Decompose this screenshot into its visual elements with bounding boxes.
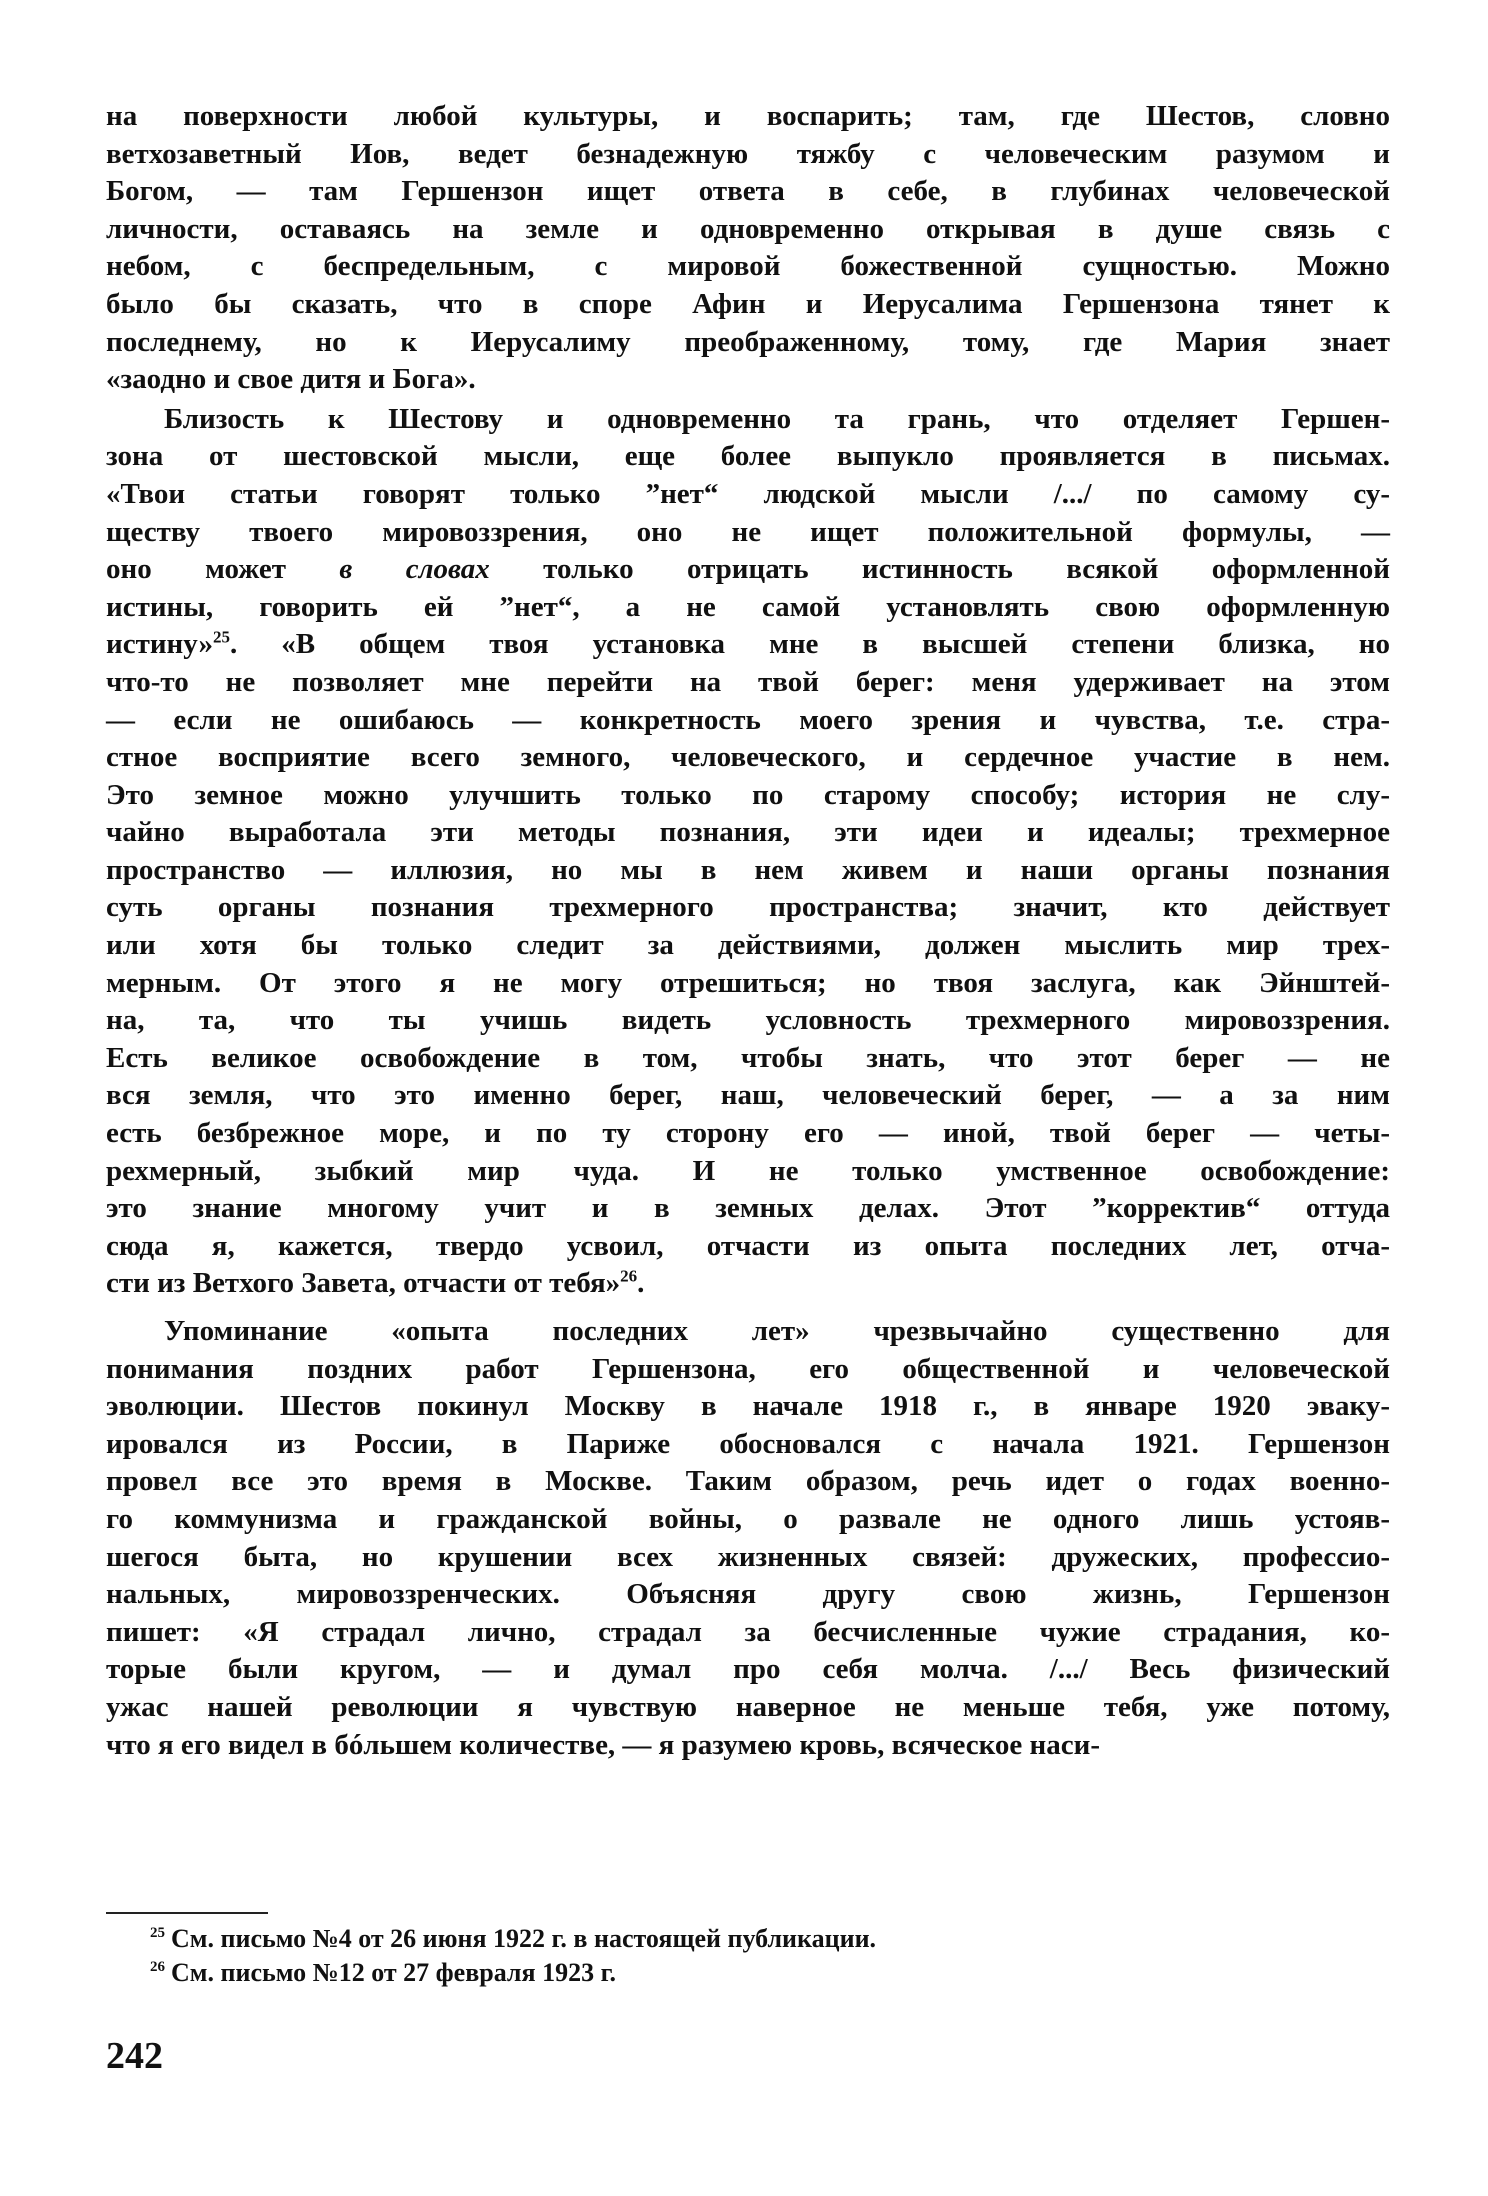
text-line: пространство — иллюзия, но мы в нем живем и наши органы познания — [106, 853, 1390, 886]
text-line: го коммунизма и гражданской войны, о развале не одного лишь устояв- — [106, 1502, 1390, 1535]
text-line: оно может в словах только отрицать истинность всякой оформленной — [106, 553, 1390, 586]
footnote-ref: 26 — [620, 1266, 638, 1286]
footnote-text: См. письмо №12 от 27 февраля 1923 г. — [171, 1958, 616, 1987]
text-line: сюда я, кажется, твердо усвоил, отчасти из опыта последних лет, отча- — [106, 1229, 1390, 1262]
text-line: зона от шестовской мысли, еще более выпукло проявляется в письмах. — [106, 440, 1390, 473]
text-line: на поверхности любой культуры, и воспарить; там, где Шестов, словно — [106, 100, 1390, 132]
text-line: Есть великое освобождение в том, чтобы знать, что этот берег — не — [106, 1041, 1390, 1074]
text-line: ировался из России, в Париже обосновался с начала 1921. Гершензон — [106, 1427, 1390, 1460]
text-line: стное восприятие всего земного, человеческого, и сердечное участие в нем. — [106, 741, 1390, 774]
text-line: шегося быта, но крушении всех жизненных связей: дружеских, профессио- — [106, 1540, 1390, 1573]
footnote-mark: 26 — [150, 1959, 165, 1976]
text-line: мерным. От этого я не могу отрешиться; но твоя заслуга, как Эйнштей- — [106, 966, 1390, 999]
footnotes — [150, 1922, 1250, 1990]
text-line: эволюции. Шестов покинул Москву в начале 1918 г., в январе 1920 эваку- — [106, 1390, 1390, 1423]
text-line: личности, оставаясь на земле и одновременно открывая в душе связь с — [106, 212, 1390, 245]
text-line: сти из Ветхого Завета, отчасти от тебя»$^{26}$. — [106, 1266, 645, 1300]
text-line: или хотя бы только следит за действиями, должен мыслить мир трех- — [106, 929, 1390, 962]
footnote-mark: 25 — [150, 1925, 165, 1942]
text-line: Богом, — там Гершензон ищет ответа в себе, в глубинах человеческой — [106, 175, 1390, 208]
text-line: «заодно и свое дитя и Бога». — [106, 363, 476, 396]
footnote-text: См. письмо №4 от 26 июня 1922 г. в настоящей публикации. — [171, 1924, 877, 1953]
text-line: было бы сказать, что в споре Афин и Иерусалима Гершензона тянет к — [106, 287, 1390, 320]
text-line: истину»$^{25}$. «В общем твоя установка мне в высшей степени близка, но — [106, 627, 1390, 661]
text-line: ществу твоего мировоззрения, оно не ищет положительной формулы, — — [106, 515, 1390, 548]
text-line: на, та, что ты учишь видеть условность трехмерного мировоззрения. — [106, 1004, 1390, 1037]
text-line: суть органы познания трехмерного пространства; значит, кто действует — [106, 891, 1390, 924]
text-line: нальных, мировоззренческих. Объясняя другу свою жизнь, Гершензон — [106, 1578, 1390, 1611]
text-line: Упоминание «опыта последних лет» чрезвычайно существенно для — [164, 1315, 1390, 1347]
text-line: рехмерный, зыбкий мир чуда. И не только умственное освобождение: — [106, 1154, 1390, 1187]
text-line: последнему, но к Иерусалиму преображенному, тому, где Мария знает — [106, 325, 1390, 358]
text-line: — если не ошибаюсь — конкретность моего зрения и чувства, т.е. стра- — [106, 703, 1390, 736]
paragraph-1 — [106, 98, 1390, 399]
footnote-ref: 25 — [212, 627, 230, 647]
text-line: понимания поздних работ Гершензона, его общественной и человеческой — [106, 1352, 1390, 1385]
text-line: «Твои статьи говорят только ”нет“ людской мысли /.../ по самому су- — [106, 477, 1390, 510]
text-line: истины, говорить ей ”нет“, а не самой установлять свою оформленную — [106, 590, 1390, 623]
text-line: торые были кругом, — и думал про себя молча. /.../ Весь физический — [106, 1653, 1390, 1686]
page-body — [106, 98, 1390, 1764]
footnote-divider — [106, 1912, 268, 1914]
footnote-26 — [150, 1956, 1250, 1990]
main-text — [106, 98, 1390, 1764]
text-line: Близость к Шестову и одновременно та грань, что отделяет Гершен- — [164, 402, 1390, 435]
text-line: провел все это время в Москве. Таким образом, речь идет о годах военно- — [106, 1465, 1390, 1498]
text-line: что-то не позволяет мне перейти на твой берег: меня удерживает на этом — [106, 665, 1390, 698]
text-line: небом, с беспредельным, с мировой божественной сущностью. Можно — [106, 250, 1390, 283]
text-line: это знание многому учит и в земных делах. Этот ”корректив“ оттуда — [106, 1192, 1390, 1225]
text-line: ужас нашей революции я чувствую наверное не меньше тебя, уже потому, — [106, 1690, 1390, 1723]
text-line: что я его видел в бóльшем количестве, — я разумею кровь, всяческое наси- — [106, 1728, 1100, 1761]
page-number: 242 — [106, 2035, 163, 2077]
text-line: есть безбрежное море, и по ту сторону его — иной, твой берег — четы- — [106, 1117, 1390, 1150]
text-line: ветхозаветный Иов, ведет безнадежную тяжбу с человеческим разумом и — [106, 137, 1390, 170]
text-line: пишет: «Я страдал лично, страдал за бесчисленные чужие страдания, ко- — [106, 1615, 1390, 1648]
paragraph-3 — [106, 1313, 1390, 1764]
paragraph-2 — [106, 401, 1390, 1303]
text-line: вся земля, что это именно берег, наш, человеческий берег, — а за ним — [106, 1079, 1390, 1112]
footnote-25 — [150, 1922, 1250, 1956]
text-line: Это земное можно улучшить только по старому способу; история не слу- — [106, 778, 1390, 811]
text-line: чайно выработала эти методы познания, эти идеи и идеалы; трехмерное — [106, 816, 1390, 849]
